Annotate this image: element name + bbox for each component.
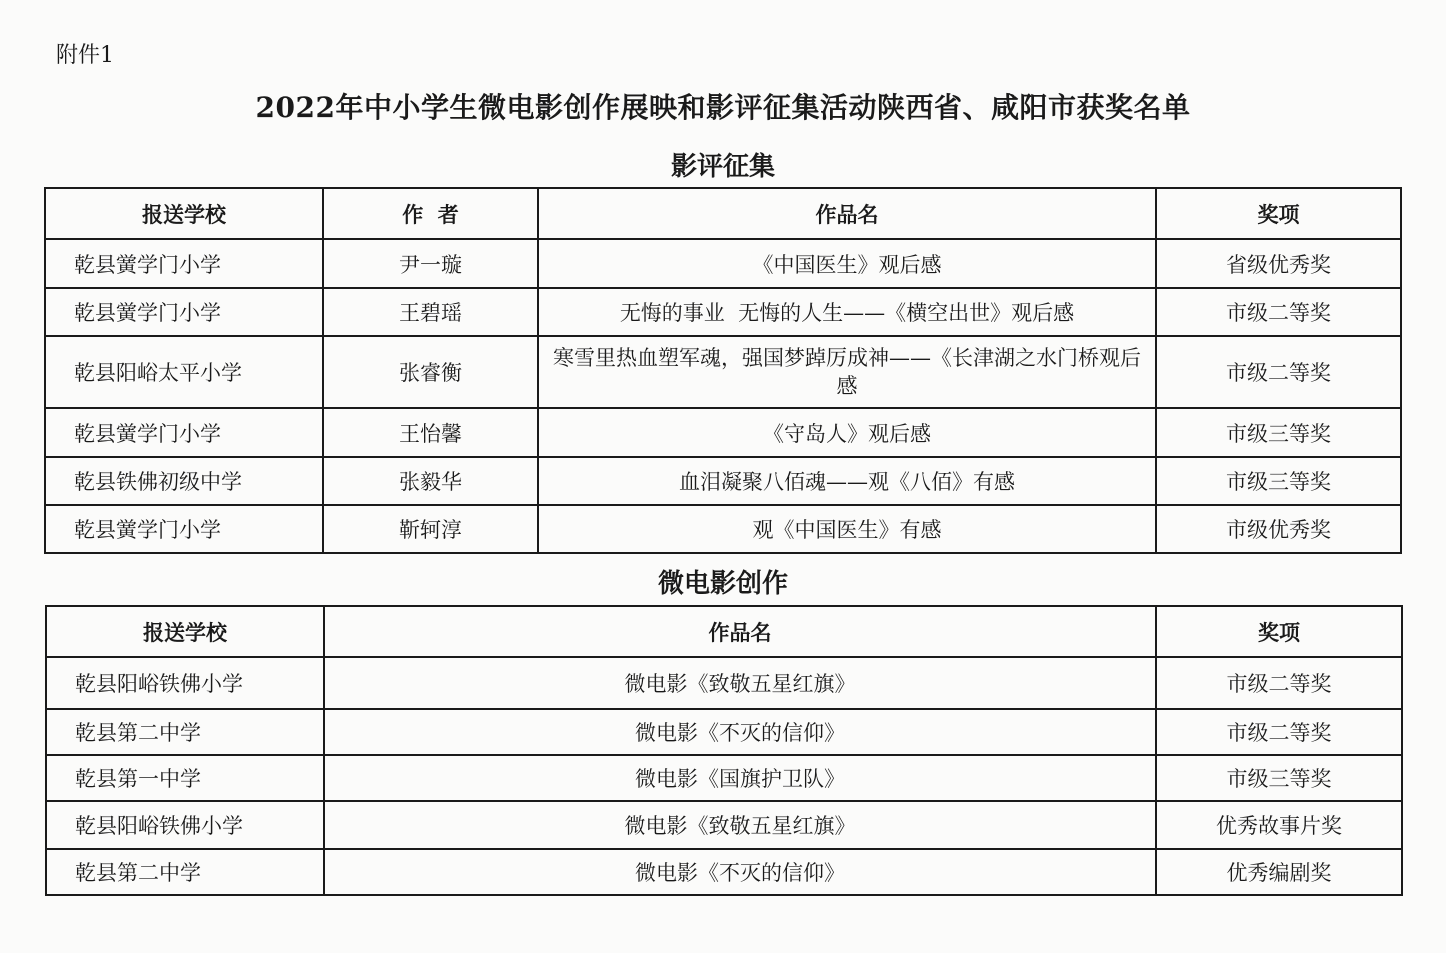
author-cell: 张睿衡 (323, 336, 538, 408)
document-title: 2022年中小学生微电影创作展映和影评征集活动陕西省、咸阳市获奖名单 (255, 91, 1191, 124)
table-row (46, 801, 1402, 849)
table-row (45, 239, 1401, 288)
table-row (46, 709, 1402, 755)
award-cell: 市级三等奖 (1156, 755, 1402, 801)
school-cell: 乾县黉学门小学 (45, 408, 323, 457)
review-award-table (44, 187, 1402, 554)
award-cell: 市级二等奖 (1156, 657, 1402, 709)
school-cell: 乾县第二中学 (46, 709, 324, 755)
film-section-heading: 微电影创作 (657, 569, 788, 599)
header-school: 报送学校 (45, 188, 323, 239)
review-section-heading: 影评征集 (670, 152, 775, 182)
header-work: 作品名 (324, 606, 1156, 657)
header-award: 奖项 (1156, 606, 1402, 657)
author-cell: 尹一璇 (323, 239, 538, 288)
award-cell: 优秀编剧奖 (1156, 849, 1402, 895)
header-work: 作品名 (538, 188, 1156, 239)
work-cell: 微电影《致敬五星红旗》 (324, 657, 1156, 709)
award-cell: 省级优秀奖 (1156, 239, 1401, 288)
work-cell: 观《中国医生》有感 (538, 505, 1156, 553)
award-cell: 市级三等奖 (1156, 457, 1401, 505)
header-award: 奖项 (1156, 188, 1401, 239)
school-cell: 乾县黉学门小学 (45, 505, 323, 553)
school-cell: 乾县铁佛初级中学 (45, 457, 323, 505)
award-cell: 优秀故事片奖 (1156, 801, 1402, 849)
author-cell: 靳轲淳 (323, 505, 538, 553)
table-header-row (46, 606, 1402, 657)
table-header-row (45, 188, 1401, 239)
work-cell: 《守岛人》观后感 (538, 408, 1156, 457)
work-cell: 血泪凝聚八佰魂——观《八佰》有感 (538, 457, 1156, 505)
school-cell: 乾县黉学门小学 (45, 239, 323, 288)
attachment-label: 附件1 (56, 43, 114, 68)
table-row (45, 288, 1401, 336)
work-cell: 《中国医生》观后感 (538, 239, 1156, 288)
header-school: 报送学校 (46, 606, 324, 657)
school-cell: 乾县阳峪太平小学 (45, 336, 323, 408)
table-row (45, 505, 1401, 553)
school-cell: 乾县第一中学 (46, 755, 324, 801)
school-cell: 乾县阳峪铁佛小学 (46, 657, 324, 709)
award-cell: 市级二等奖 (1156, 336, 1401, 408)
work-cell: 微电影《国旗护卫队》 (324, 755, 1156, 801)
author-cell: 王怡馨 (323, 408, 538, 457)
work-cell: 微电影《致敬五星红旗》 (324, 801, 1156, 849)
award-cell: 市级优秀奖 (1156, 505, 1401, 553)
work-cell: 微电影《不灭的信仰》 (324, 849, 1156, 895)
work-cell: 寒雪里热血塑军魂，强国梦踔厉成神——《长津湖之水门桥观后感 (538, 336, 1156, 408)
author-cell: 王碧瑶 (323, 288, 538, 336)
table-row (46, 755, 1402, 801)
work-cell: 无悔的事业 无悔的人生——《横空出世》观后感 (538, 288, 1156, 336)
award-cell: 市级二等奖 (1156, 288, 1401, 336)
work-cell: 微电影《不灭的信仰》 (324, 709, 1156, 755)
table-row (45, 336, 1401, 408)
header-author: 作 者 (323, 188, 538, 239)
film-award-table (45, 605, 1403, 896)
school-cell: 乾县黉学门小学 (45, 288, 323, 336)
award-cell: 市级二等奖 (1156, 709, 1402, 755)
table-row (46, 849, 1402, 895)
award-cell: 市级三等奖 (1156, 408, 1401, 457)
school-cell: 乾县第二中学 (46, 849, 324, 895)
school-cell: 乾县阳峪铁佛小学 (46, 801, 324, 849)
author-cell: 张毅华 (323, 457, 538, 505)
table-row (45, 457, 1401, 505)
table-row (46, 657, 1402, 709)
table-row (45, 408, 1401, 457)
